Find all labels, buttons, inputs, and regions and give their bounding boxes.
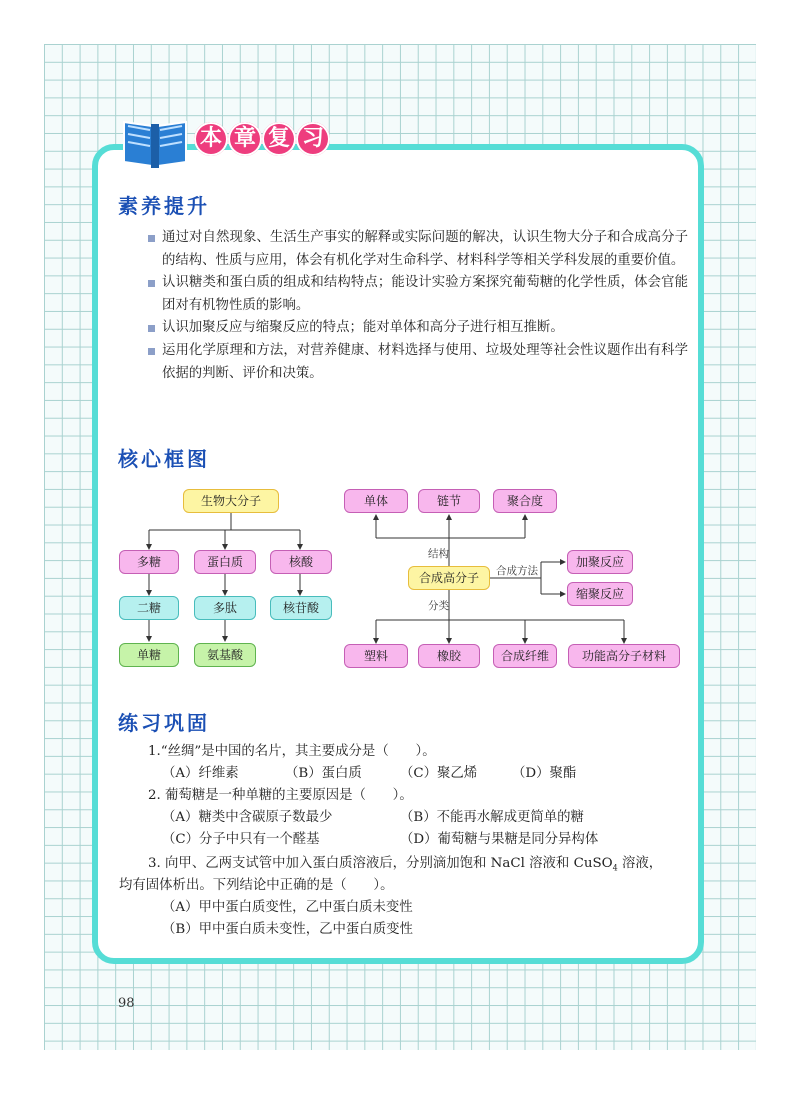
section-title-core-diagram: 核心框图 xyxy=(118,447,210,471)
banner-char-4: 习 xyxy=(296,122,330,156)
node-synthetic-fiber: 合成纤维 xyxy=(493,644,557,668)
q1-option-b: （B）蛋白质 xyxy=(285,766,362,781)
question-3-stem-line2: 均有固体析出。下列结论中正确的是（ ）。 xyxy=(119,878,394,893)
question-1-stem: 1.“丝绸”是中国的名片，其主要成分是（ ）。 xyxy=(148,744,436,759)
node-polysaccharide: 多糖 xyxy=(119,550,179,574)
node-nucleotide: 核苷酸 xyxy=(270,596,332,620)
list-item: 认识糖类和蛋白质的组成和结构特点；能设计实验方案探究葡萄糖的化学性质，体会官能团对有机物性质的影响。 xyxy=(148,272,688,317)
section-title-literacy: 素养提升 xyxy=(118,194,210,218)
node-functional-polymer: 功能高分子材料 xyxy=(568,644,680,668)
q3-stem-subscript: 4 xyxy=(612,863,618,873)
node-degree-of-polymerization: 聚合度 xyxy=(493,489,557,513)
list-item: 通过对自然现象、生活生产事实的解释或实际问题的解决，认识生物大分子和合成高分子的结构、性质与应用，体会有机化学对生命科学、材料科学等相关学科发展的重要价值。 xyxy=(148,227,688,272)
q3-stem-tail: 溶液， xyxy=(617,856,663,871)
q2-option-d: （D）葡萄糖与果糖是同分异构体 xyxy=(400,832,599,847)
banner-char-1: 本 xyxy=(194,122,228,156)
node-addition-polymerization: 加聚反应 xyxy=(567,550,633,574)
open-book-icon xyxy=(120,112,190,168)
node-monosaccharide: 单糖 xyxy=(119,643,179,667)
node-chain-link: 链节 xyxy=(418,489,480,513)
node-nucleic-acid: 核酸 xyxy=(270,550,332,574)
question-2-stem: 2. 葡萄糖是一种单糖的主要原因是（ ）。 xyxy=(148,788,413,803)
node-polypeptide: 多肽 xyxy=(194,596,256,620)
q3-option-a: （A）甲中蛋白质变性，乙中蛋白质未变性 xyxy=(162,900,413,915)
banner-char-2: 章 xyxy=(228,122,262,156)
q1-option-a: （A）纤维素 xyxy=(162,766,239,781)
label-synthesis-method: 合成方法 xyxy=(496,565,538,577)
banner-char-3: 复 xyxy=(262,122,296,156)
page-number: 98 xyxy=(118,996,135,1011)
q2-option-b: （B）不能再水解成更简单的糖 xyxy=(400,810,584,825)
q3-stem-text: 3. 向甲、乙两支试管中加入蛋白质溶液后，分别滴加饱和 NaCl 溶液和 CuSO xyxy=(148,856,613,871)
node-condensation-polymerization: 缩聚反应 xyxy=(567,582,633,606)
q3-option-b: （B）甲中蛋白质未变性，乙中蛋白质变性 xyxy=(162,922,413,937)
node-synthetic-polymer: 合成高分子 xyxy=(408,566,490,590)
literacy-bullet-list xyxy=(148,227,688,385)
node-plastic: 塑料 xyxy=(344,644,408,668)
q2-option-c: （C）分子中只有一个醛基 xyxy=(162,832,320,847)
node-disaccharide: 二糖 xyxy=(119,596,179,620)
label-structure: 结构 xyxy=(428,548,449,560)
q2-option-a: （A）糖类中含碳原子数最少 xyxy=(162,810,333,825)
list-item: 运用化学原理和方法，对营养健康、材料选择与使用、垃圾处理等社会性议题作出有科学依据的判断、评价和决策。 xyxy=(148,340,688,385)
node-biomacromolecule: 生物大分子 xyxy=(183,489,279,513)
node-protein: 蛋白质 xyxy=(194,550,256,574)
label-classification: 分类 xyxy=(428,600,449,612)
q1-option-c: （C）聚乙烯 xyxy=(400,766,478,781)
section-title-practice: 练习巩固 xyxy=(118,711,210,735)
node-amino-acid: 氨基酸 xyxy=(194,643,256,667)
list-item: 认识加聚反应与缩聚反应的特点；能对单体和高分子进行相互推断。 xyxy=(148,317,688,340)
node-rubber: 橡胶 xyxy=(418,644,480,668)
node-monomer: 单体 xyxy=(344,489,408,513)
q1-option-d: （D）聚酯 xyxy=(512,766,577,781)
